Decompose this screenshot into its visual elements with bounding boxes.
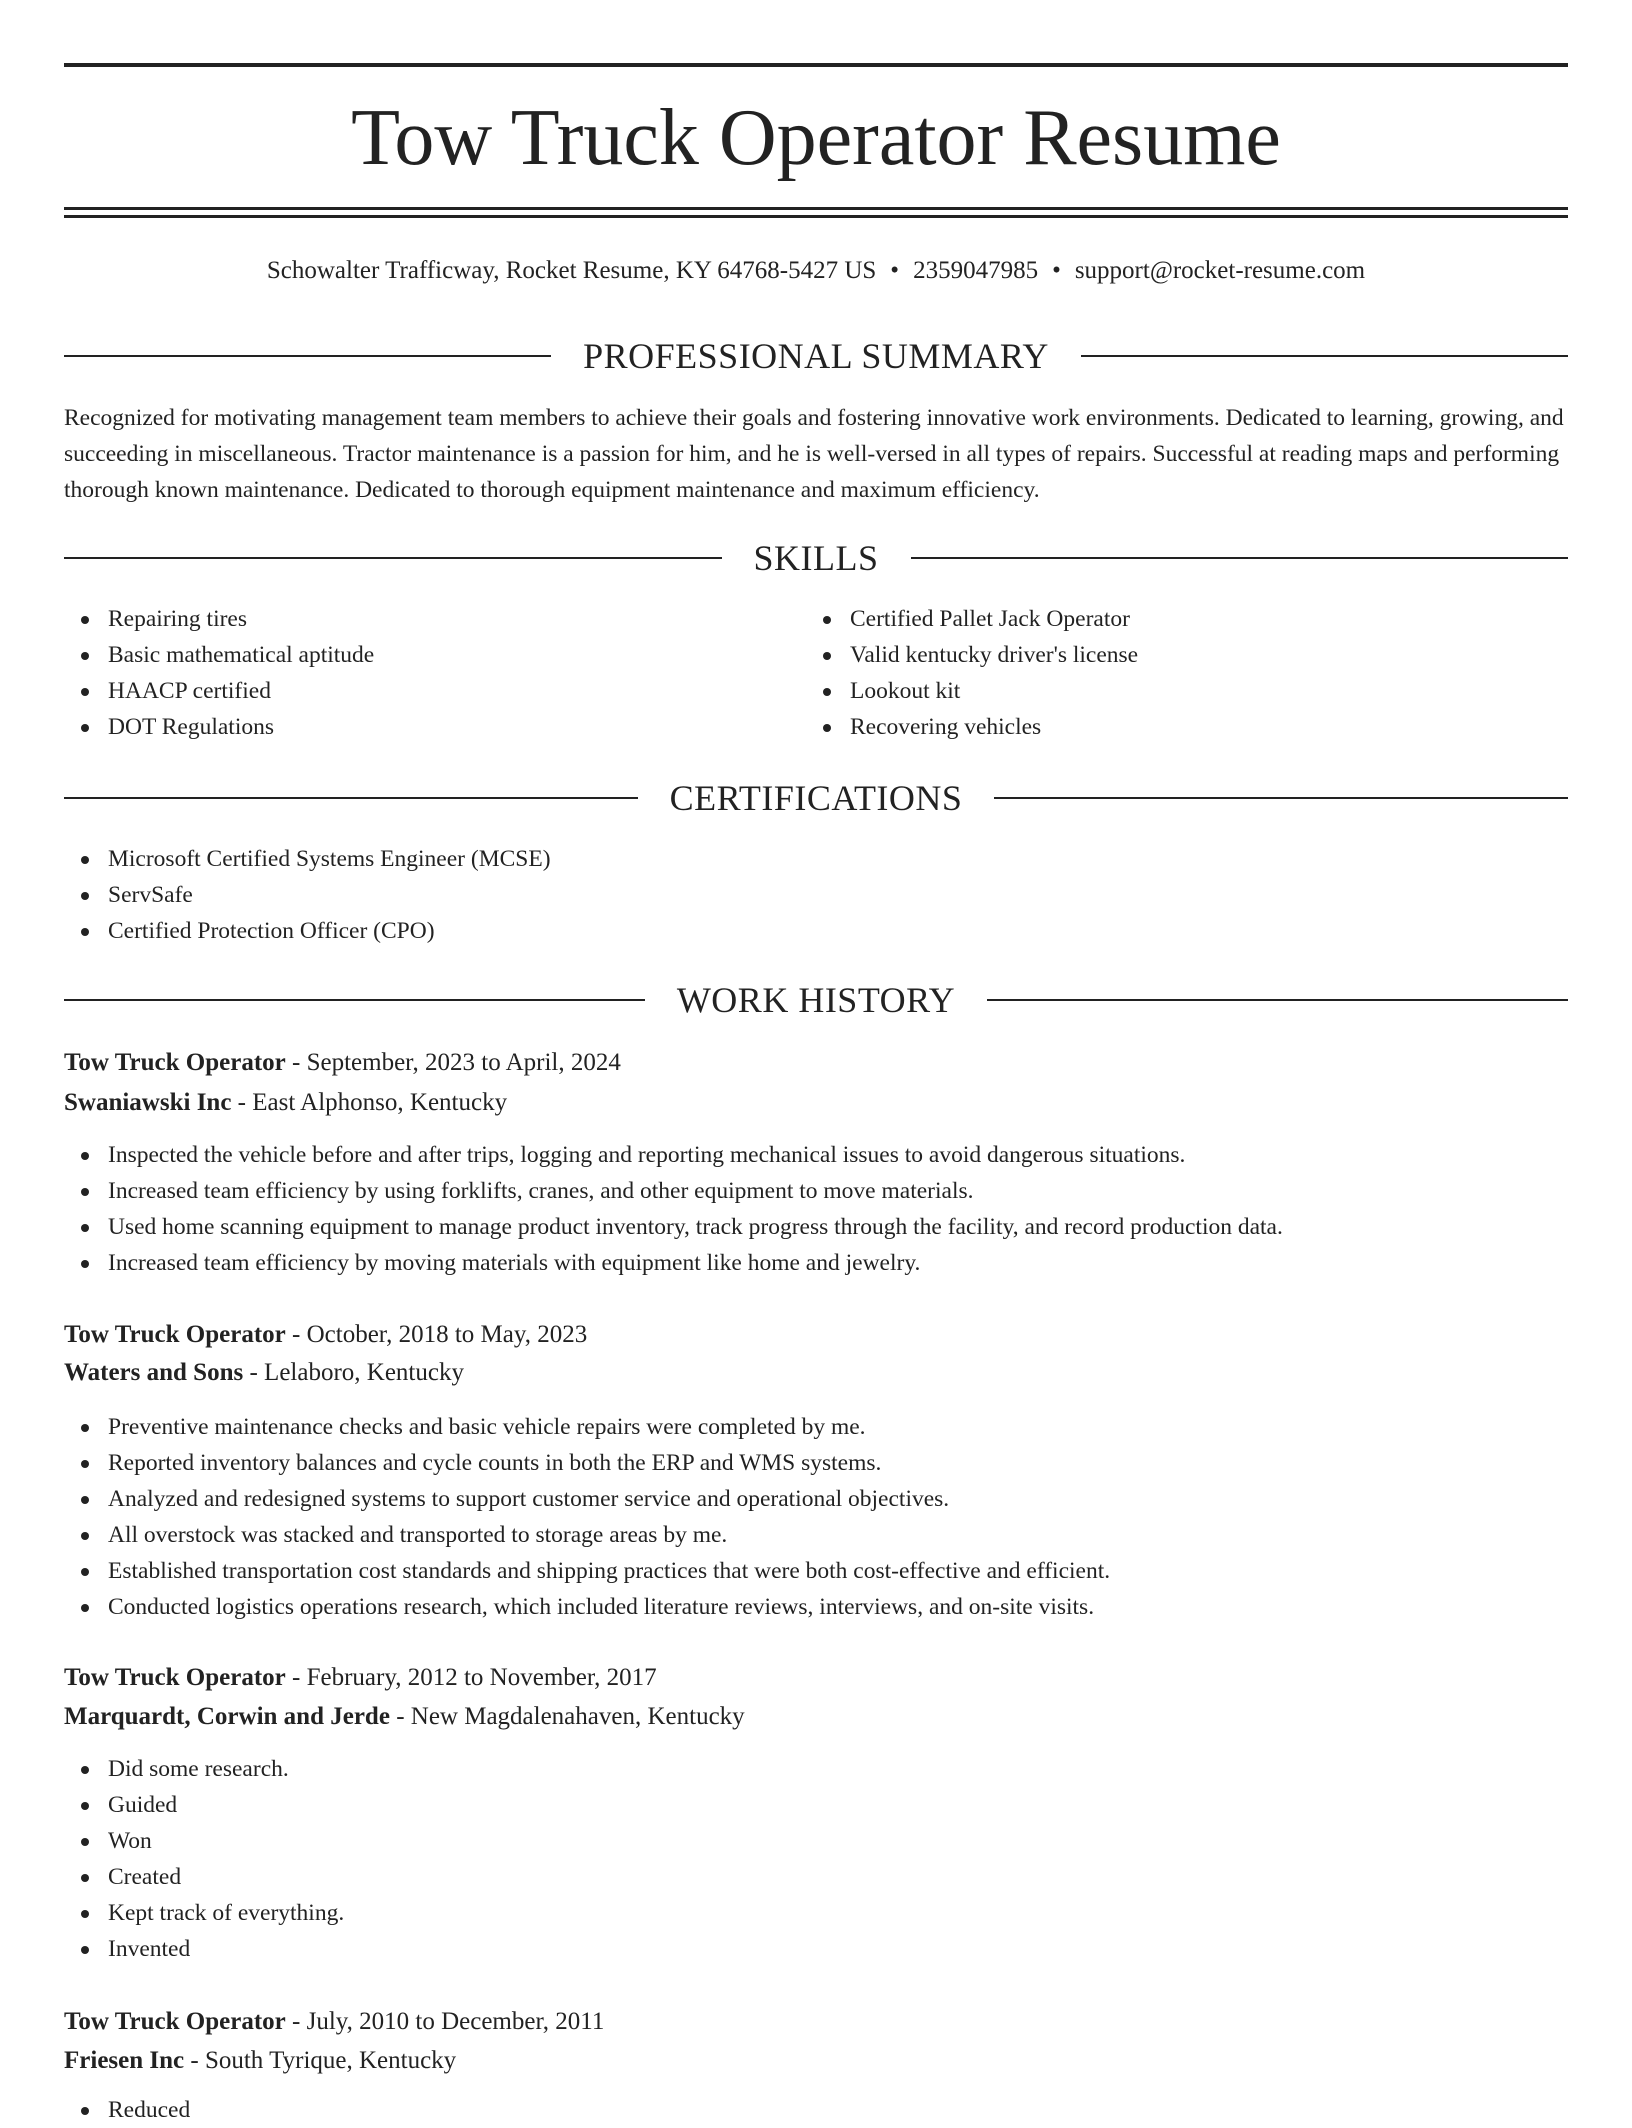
- job-dates: September, 2023 to April, 2024: [306, 1049, 621, 1076]
- job-dates: July, 2010 to December, 2011: [306, 2008, 605, 2035]
- job-bullet-text: Increased team efficiency by using forklifts, cranes, and other equipment to move materials.: [108, 1178, 974, 1204]
- list-item: [64, 1445, 1568, 1481]
- section-header-work-history: [64, 978, 1568, 1022]
- divider: [994, 797, 1568, 799]
- divider: [64, 999, 645, 1001]
- contact-separator: •: [890, 257, 900, 284]
- job-bullet-text: Analyzed and redesigned systems to support customer service and operational objectives.: [108, 1486, 950, 1512]
- top-rule: [64, 63, 1568, 67]
- bullet-icon: [823, 688, 831, 696]
- bullet-icon: [81, 1604, 89, 1612]
- list-item: [64, 841, 1568, 877]
- job-title: Tow Truck Operator: [64, 1049, 286, 1076]
- contact-phone: 2359047985: [913, 257, 1039, 284]
- dash: -: [285, 1049, 307, 1076]
- list-item: [64, 637, 804, 673]
- job-company: Friesen Inc: [64, 2047, 185, 2074]
- skills-list-right: [806, 601, 1546, 745]
- divider: [911, 557, 1569, 559]
- bullet-icon: [81, 1874, 89, 1882]
- job-bullet-text: Used home scanning equipment to manage product inventory, track progress through the facility, and record production data.: [108, 1214, 1283, 1240]
- divider: [64, 797, 638, 799]
- contact-email[interactable]: support@rocket-resume.com: [1074, 257, 1366, 284]
- skill-label: Recovering vehicles: [850, 714, 1042, 740]
- dash: -: [389, 1703, 411, 1730]
- dash: -: [285, 1321, 307, 1348]
- bullet-icon: [823, 652, 831, 660]
- job-bullets: [64, 1409, 1568, 1625]
- bullet-icon: [81, 616, 89, 624]
- job-title: Tow Truck Operator: [64, 2008, 286, 2035]
- dash: -: [243, 1359, 265, 1386]
- divider: [64, 557, 722, 559]
- job-bullet-text: Inspected the vehicle before and after trips, logging and reporting mechanical issues to avoid dangerous situations.: [108, 1142, 1186, 1168]
- job-title: Tow Truck Operator: [64, 1321, 286, 1348]
- job-location: East Alphonso, Kentucky: [252, 1089, 508, 1116]
- skill-label: Basic mathematical aptitude: [108, 642, 375, 668]
- job-bullet-text: Reported inventory balances and cycle counts in both the ERP and WMS systems.: [108, 1450, 882, 1476]
- bullet-icon: [81, 1260, 89, 1268]
- job-title: Tow Truck Operator: [64, 1664, 286, 1691]
- list-item: [64, 1895, 1568, 1931]
- list-item: [64, 913, 1568, 949]
- list-item: [64, 1589, 1568, 1625]
- job-bullet-text: Created: [108, 1864, 182, 1890]
- list-item: [64, 1137, 1568, 1173]
- job-bullets: [64, 2092, 1568, 2128]
- job-company-line: [64, 2042, 456, 2080]
- job-bullet-text: Kept track of everything.: [108, 1900, 345, 1926]
- list-item: [64, 1481, 1568, 1517]
- dash: -: [285, 2008, 307, 2035]
- job-title-line: [64, 2003, 604, 2041]
- list-item: [64, 1823, 1568, 1859]
- job-company-line: [64, 1354, 464, 1392]
- bullet-icon: [81, 1496, 89, 1504]
- job-bullet-text: All overstock was stacked and transported to storage areas by me.: [108, 1522, 728, 1548]
- job-company-line: [64, 1084, 507, 1122]
- skills-list-left: [64, 601, 804, 745]
- bullet-icon: [81, 1568, 89, 1576]
- bullet-icon: [823, 724, 831, 732]
- job-bullets: [64, 1751, 1568, 1967]
- list-item: [64, 1931, 1568, 1967]
- resume-title: Tow Truck Operator Resume: [351, 94, 1281, 182]
- job-bullet-text: Preventive maintenance checks and basic vehicle repairs were completed by me.: [108, 1414, 866, 1440]
- list-item: [64, 877, 1568, 913]
- divider: [64, 355, 551, 357]
- job-dates: October, 2018 to May, 2023: [306, 1321, 588, 1348]
- list-item: [64, 1787, 1568, 1823]
- list-item: [64, 1245, 1568, 1281]
- bullet-icon: [81, 1766, 89, 1774]
- job-company: Waters and Sons: [64, 1359, 244, 1386]
- bullet-icon: [81, 1532, 89, 1540]
- bullet-icon: [81, 856, 89, 864]
- section-header-certifications: [64, 776, 1568, 820]
- bullet-icon: [81, 1424, 89, 1432]
- job-location: New Magdalenahaven, Kentucky: [410, 1703, 745, 1730]
- certification-label: Microsoft Certified Systems Engineer (MCSE): [108, 846, 551, 872]
- skill-label: Valid kentucky driver's license: [850, 642, 1139, 668]
- list-item: [64, 1859, 1568, 1895]
- bullet-icon: [81, 688, 89, 696]
- job-bullet-text: Won: [108, 1828, 152, 1854]
- skill-label: HAACP certified: [108, 678, 271, 704]
- bullet-icon: [81, 928, 89, 936]
- bullet-icon: [81, 1910, 89, 1918]
- job-bullet-text: Conducted logistics operations research, which included literature reviews, interviews, and on-site visits.: [108, 1594, 1095, 1620]
- job-bullet-text: Reduced: [108, 2097, 191, 2123]
- job-location: South Tyrique, Kentucky: [204, 2047, 457, 2074]
- divider: [987, 999, 1568, 1001]
- job-company-line: [64, 1698, 745, 1736]
- job-title-line: [64, 1659, 657, 1697]
- list-item: [806, 637, 1546, 673]
- section-title: PROFESSIONAL SUMMARY: [583, 336, 1049, 376]
- divider: [1081, 355, 1568, 357]
- bullet-icon: [81, 1946, 89, 1954]
- list-item: [64, 1409, 1568, 1445]
- section-title: CERTIFICATIONS: [669, 778, 963, 818]
- bullet-icon: [81, 1838, 89, 1846]
- job-company: Swaniawski Inc: [64, 1089, 232, 1116]
- bullet-icon: [81, 1224, 89, 1232]
- bullet-icon: [81, 1188, 89, 1196]
- list-item: [64, 673, 804, 709]
- section-title: WORK HISTORY: [676, 980, 956, 1020]
- list-item: [64, 1553, 1568, 1589]
- job-company: Marquardt, Corwin and Jerde: [64, 1703, 390, 1730]
- job-location: Lelaboro, Kentucky: [264, 1359, 464, 1386]
- contact-line: [64, 253, 1568, 289]
- section-header-skills: [64, 536, 1568, 580]
- skill-label: Certified Pallet Jack Operator: [850, 606, 1130, 632]
- job-title-line: [64, 1044, 621, 1082]
- certification-label: ServSafe: [108, 882, 193, 908]
- job-bullet-text: Guided: [108, 1792, 178, 1818]
- bullet-icon: [81, 2107, 89, 2115]
- list-item: [806, 601, 1546, 637]
- list-item: [64, 2092, 1568, 2128]
- bullet-icon: [81, 652, 89, 660]
- list-item: [64, 1209, 1568, 1245]
- job-bullet-text: Did some research.: [108, 1756, 289, 1782]
- section-header-summary: [64, 334, 1568, 378]
- job-bullet-text: Increased team efficiency by moving materials with equipment like home and jewelry.: [108, 1250, 921, 1276]
- bullet-icon: [81, 1802, 89, 1810]
- list-item: [64, 601, 804, 637]
- title-double-rule: [64, 207, 1568, 218]
- dash: -: [285, 1664, 307, 1691]
- dash: -: [231, 1089, 253, 1116]
- skill-label: Lookout kit: [850, 678, 961, 704]
- list-item: [806, 709, 1546, 745]
- skill-label: DOT Regulations: [108, 714, 275, 740]
- certification-label: Certified Protection Officer (CPO): [108, 918, 435, 944]
- job-bullet-text: Invented: [108, 1936, 191, 1962]
- job-title-line: [64, 1316, 587, 1354]
- list-item: [806, 673, 1546, 709]
- list-item: [64, 1517, 1568, 1553]
- contact-separator: •: [1052, 257, 1061, 284]
- contact-address: Schowalter Trafficway, Rocket Resume, KY 64768-5427 US: [266, 257, 877, 284]
- summary-text: Recognized for motivating management team members to achieve their goals and fostering innovative work environments. Dedicated to learning, growing, and succeeding in miscellaneous. Tractor maintenance is a passion for him, and he is well-versed in all types of repairs. Successful at reading maps and performing thorough known maintenance. Dedicated to thorough equipment maintenance and maximum efficiency.: [64, 405, 1564, 503]
- bullet-icon: [823, 616, 831, 624]
- bullet-icon: [81, 724, 89, 732]
- job-dates: February, 2012 to November, 2017: [306, 1664, 657, 1691]
- section-title: SKILLS: [753, 538, 879, 578]
- list-item: [64, 1751, 1568, 1787]
- bullet-icon: [81, 1152, 89, 1160]
- job-bullet-text: Established transportation cost standards and shipping practices that were both cost-effective and efficient.: [108, 1558, 1111, 1584]
- certifications-list: [64, 841, 1568, 949]
- job-bullets: [64, 1137, 1568, 1281]
- skill-label: Repairing tires: [108, 606, 248, 632]
- list-item: [64, 709, 804, 745]
- bullet-icon: [81, 892, 89, 900]
- bullet-icon: [81, 1460, 89, 1468]
- dash: -: [184, 2047, 205, 2074]
- list-item: [64, 1173, 1568, 1209]
